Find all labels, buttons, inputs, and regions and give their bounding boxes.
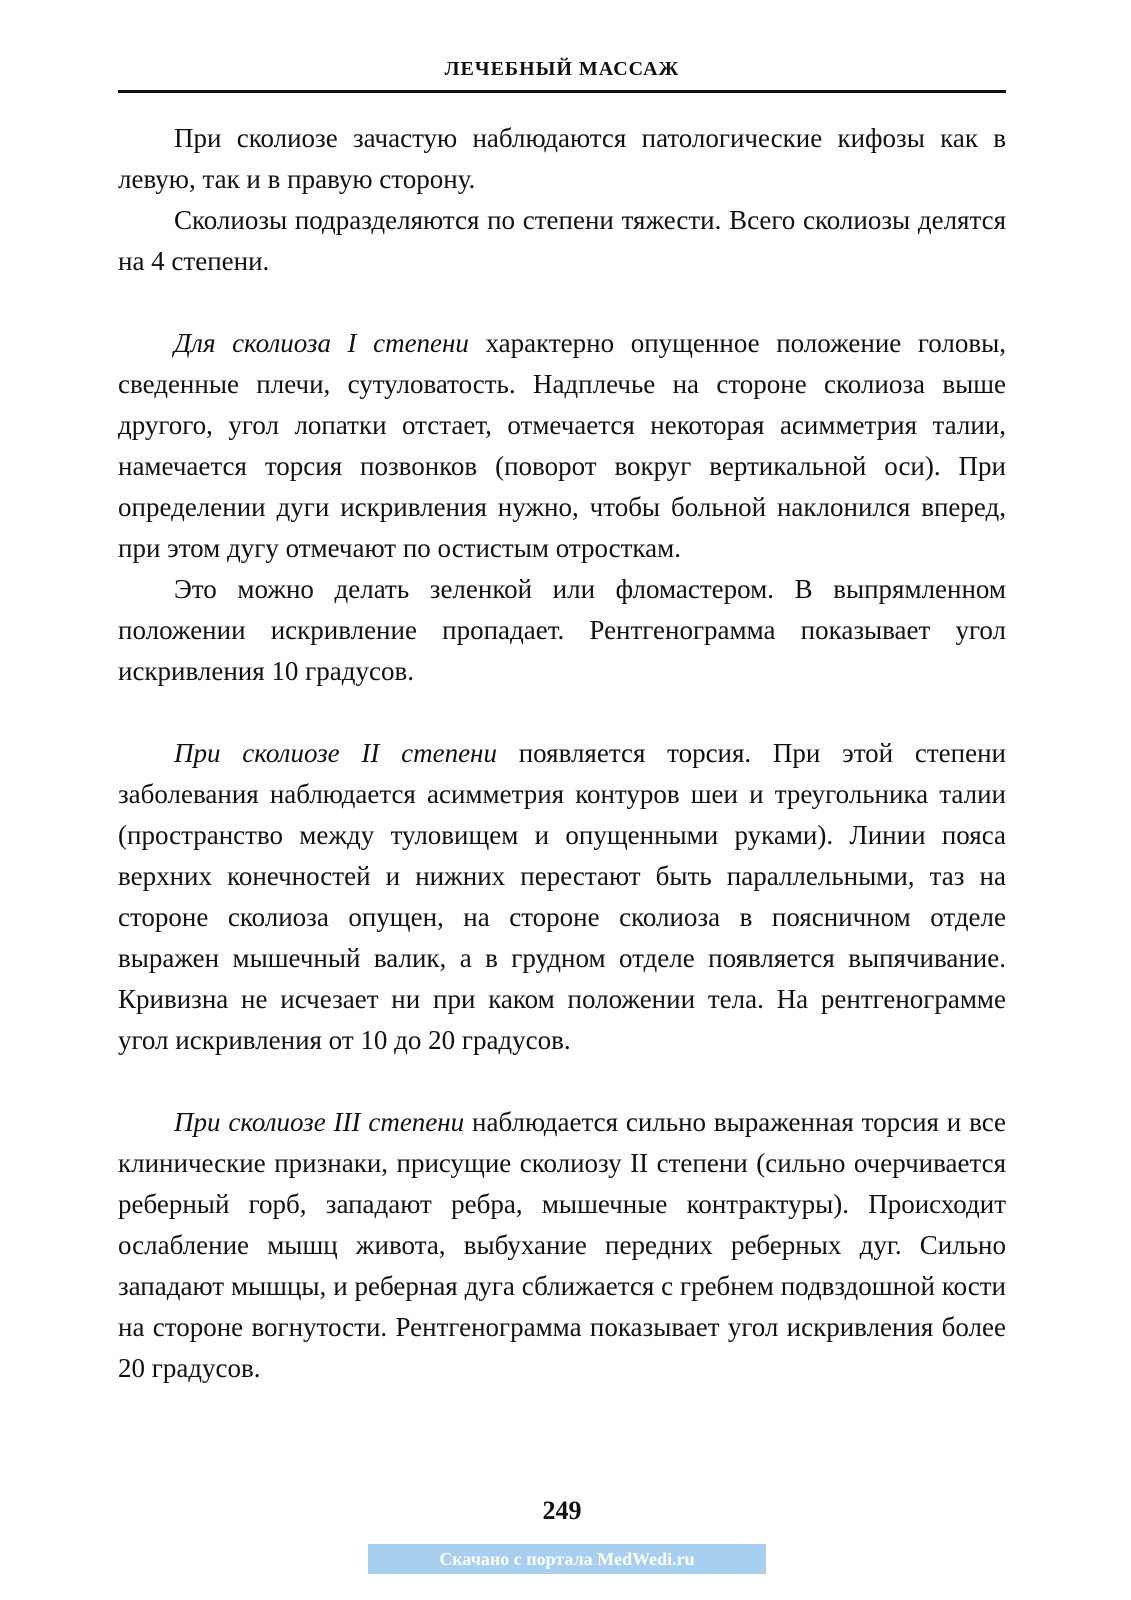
paragraph-italic-lead: Для сколиоза I степени (174, 328, 469, 358)
page-number: 249 (542, 1496, 582, 1525)
paragraph-text: Это можно делать зеленкой или фломастером. В выпрямленном положении искривление пропадает. Рентгенограмма показывает угол искривления 10 градусов. (118, 574, 1006, 686)
paragraph (118, 569, 1006, 692)
paragraph-degree-2 (118, 733, 1006, 1061)
paragraph-text: появляется торсия. При этой степени заболевания наблюдается асимметрия контуров шеи и треугольника талии (пространство между туловищем и опущенными руками). Линии пояса верхних конечностей и нижних перестают быть параллельными, таз на стороне сколиоза опущен, на стороне сколиоза в поясничном отделе выражен мышечный валик, а в грудном отделе появляется выпячивание. Кривизна не исчезает ни при каком положении тела. На рентгенограмме угол искривления от 10 до 20 градусов. (118, 738, 1006, 1055)
paragraph (118, 200, 1006, 282)
running-header: ЛЕЧЕБНЫЙ МАССАЖ (444, 58, 680, 80)
paragraph (118, 118, 1006, 200)
paragraph-degree-1 (118, 323, 1006, 569)
paragraph-text: При сколиозе зачастую наблюдаются патологические кифозы как в левую, так и в правую сторону. (118, 123, 1006, 194)
paragraph-text: Сколиозы подразделяются по степени тяжести. Всего сколиозы делятся на 4 степени. (118, 205, 1006, 276)
paragraph-italic-lead: При сколиозе III степени (174, 1107, 465, 1137)
paragraph-degree-3 (118, 1102, 1006, 1389)
paragraph-text: наблюдается сильно выраженная торсия и все клинические признаки, присущие сколиозу II степени (сильно очерчивается реберный горб, западают ребра, мышечные контрактуры). Происходит ослабление мышц живота, выбухание передних реберных дуг. Сильно западают мышцы, и реберная дуга сближается с гребнем подвздошной кости на стороне вогнутости. Рентгенограмма показывает угол искривления более 20 градусов. (118, 1107, 1006, 1383)
paragraph-italic-lead: При сколиозе II степени (174, 738, 497, 768)
header-rule (118, 90, 1006, 93)
paragraph-text: характерно опущенное положение головы, сведенные плечи, сутуловатость. Надплечье на стороне сколиоза выше другого, угол лопатки отстает, отмечается некоторая асимметрия талии, намечается торсия позвонков (поворот вокруг вертикальной оси). При определении дуги искривления нужно, чтобы больной наклонился вперед, при этом дугу отмечают по остистым отросткам. (118, 328, 1007, 563)
body-text (118, 118, 1006, 1389)
watermark-banner: Скачано с портала MedWedi.ru (368, 1544, 766, 1574)
